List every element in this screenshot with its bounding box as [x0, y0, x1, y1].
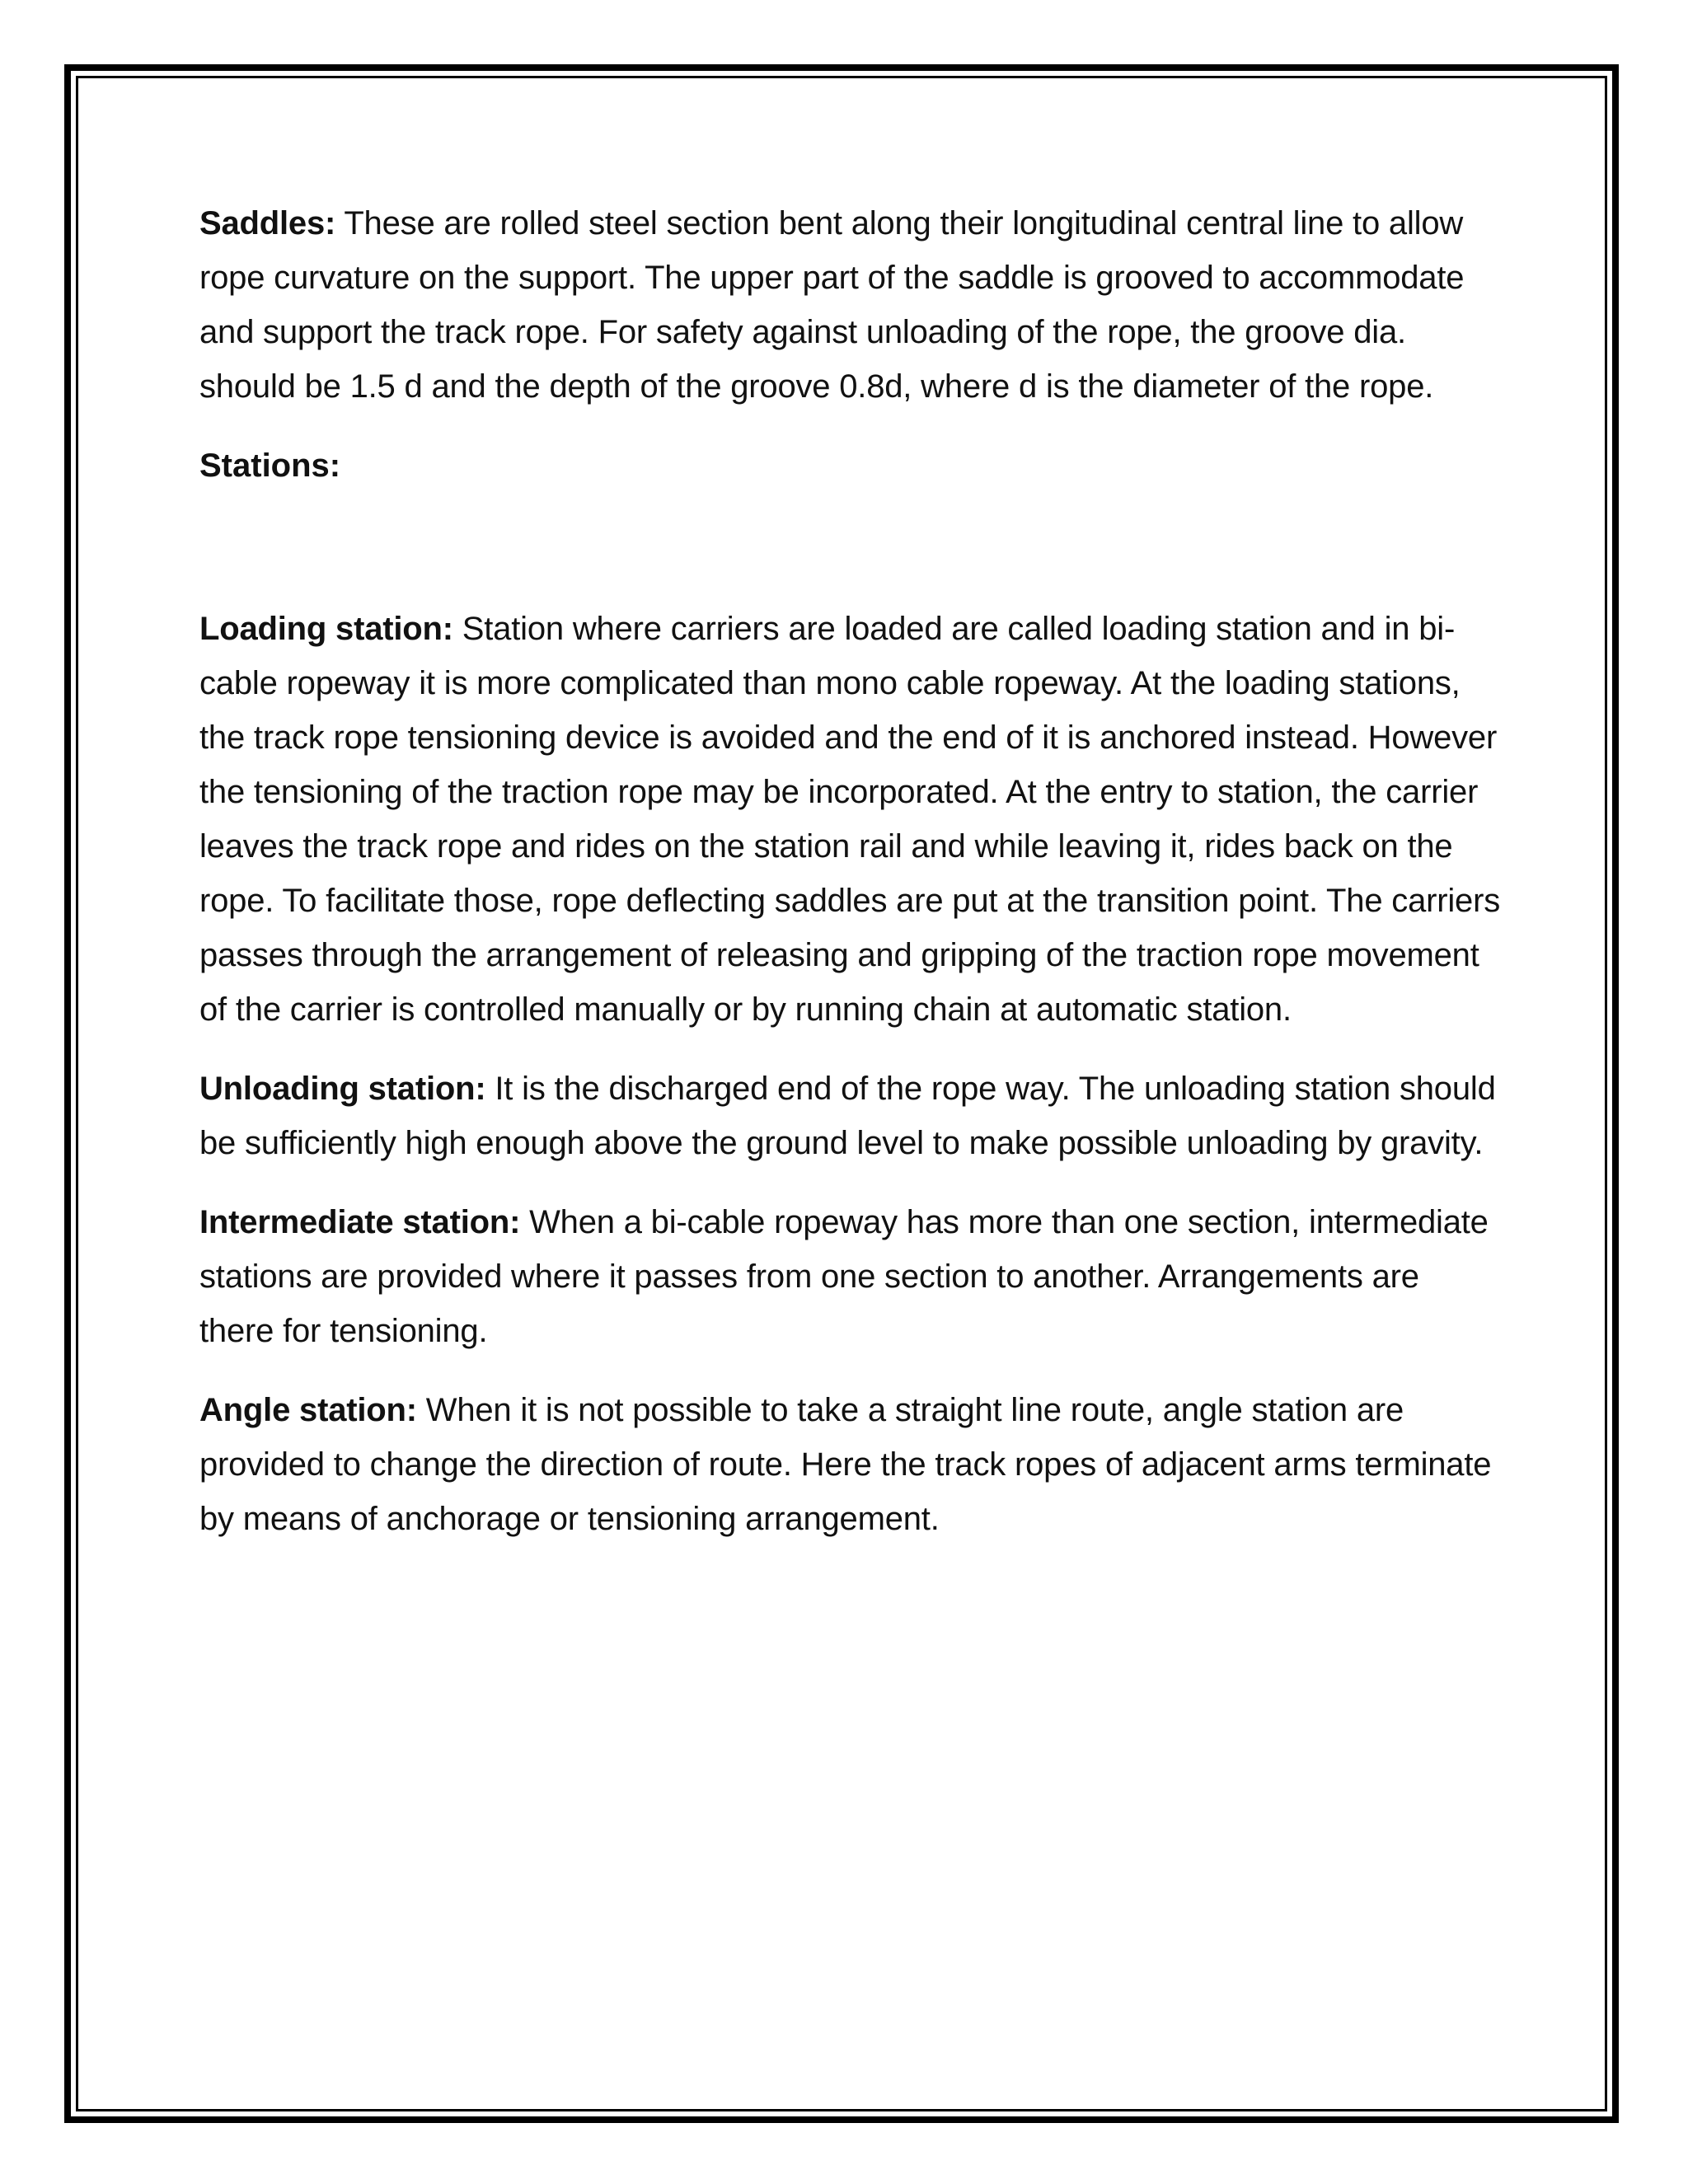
term-angle-station: Angle station:	[199, 1392, 417, 1428]
definition-angle-station: When it is not possible to take a straight line route, angle station are provided to change the direction of route. Here the track ropes of adjacent arms terminate by means of anchorage or tensioning arrangement.	[199, 1392, 1492, 1537]
paragraph-intermediate-station	[199, 1195, 1502, 1358]
paragraph-angle-station	[199, 1383, 1502, 1546]
definition-loading-station: Station where carriers are loaded are called loading station and in bi-cable ropeway it is more complicated than mono cable ropeway. At the loading stations, the track rope tensioning device is avoided and the end of it is anchored instead. However the tensioning of the traction rope may be incorporated. At the entry to station, the carrier leaves the track rope and rides on the station rail and while leaving it, rides back on the rope. To facilitate those, rope deflecting saddles are put at the transition point. The carriers passes through the arrangement of releasing and gripping of the traction rope movement of the carrier is controlled manually or by running chain at automatic station.	[199, 611, 1501, 1028]
paragraph-unloading-station	[199, 1062, 1502, 1170]
definition-intermediate-station: When a bi-cable ropeway has more than one section, intermediate stations are provided where it passes from one section to another. Arrangements are there for tensioning.	[199, 1204, 1489, 1349]
paragraph-saddles	[199, 196, 1502, 414]
term-saddles: Saddles:	[199, 205, 336, 241]
term-intermediate-station: Intermediate station:	[199, 1204, 521, 1240]
heading-stations: Stations:	[199, 448, 341, 484]
definition-unloading-station: It is the discharged end of the rope way. The unloading station should be sufficiently high enough above the ground level to make possible unloading by gravity.	[199, 1071, 1496, 1161]
definition-saddles: These are rolled steel section bent along their longitudinal central line to allow rope curvature on the support. The upper part of the saddle is grooved to accommodate and support the track rope. For safety against unloading of the rope, the groove dia. should be 1.5 d and the depth of the groove 0.8d, where d is the diameter of the rope.	[199, 205, 1465, 405]
document-body	[199, 196, 1502, 1571]
term-unloading-station: Unloading station:	[199, 1071, 486, 1107]
term-loading-station: Loading station:	[199, 611, 453, 647]
paragraph-loading-station	[199, 602, 1502, 1037]
